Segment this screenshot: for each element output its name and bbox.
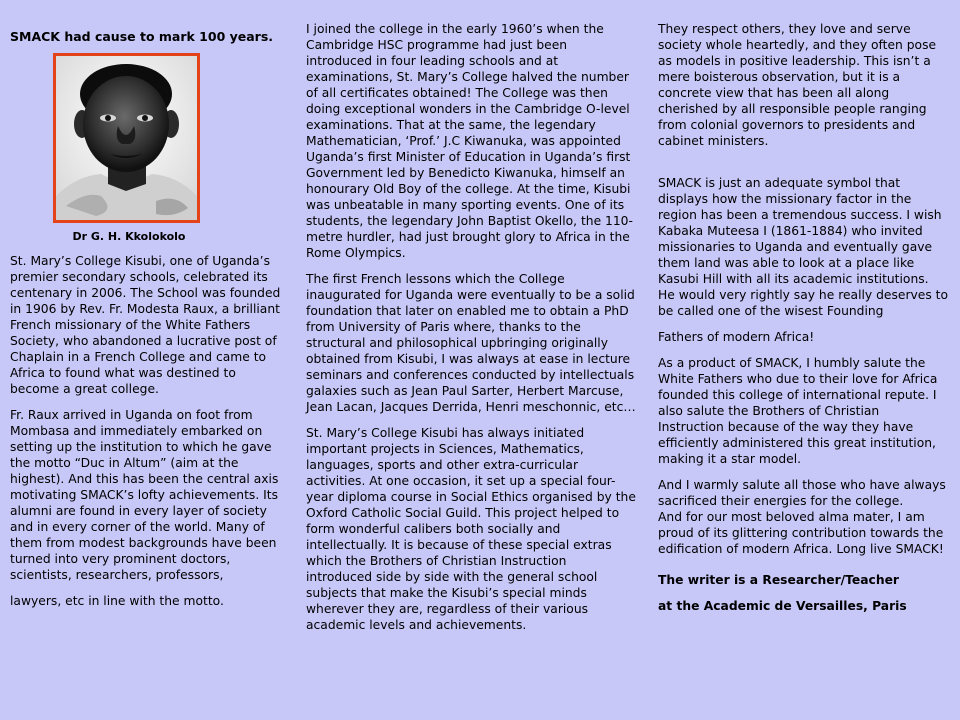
paragraph: And for our most beloved alma mater, I am proud of its glittering contribution towards the edification of modern Africa. Long live SMACK! (658, 510, 944, 556)
column-middle (306, 21, 636, 643)
article-headline: SMACK had cause to mark 100 years. (10, 29, 274, 44)
paragraph: St. Mary’s College Kisubi, one of Uganda’s premier secondary schools, celebrated its centenary in 2006. The School was founded in 1906 by Rev. Fr. Modesta Raux, a brilliant French missionary of the White Fathers Society, who abandoned a lucrative post of Chaplain in a French College and came to Africa to found what was destined to become a great college. (10, 254, 281, 396)
portrait-image (56, 56, 197, 220)
paragraph: I joined the college in the early 1960’s when the Cambridge HSC programme had just been introduced in four leading schools and at examinations, St. Mary’s College halved the number of all certificates obtained! The College was then doing exceptional wonders in the Cambridge O-level examinations. That at the same, the legendary Mathematician, ‘Prof.’ J.C Kiwanuka, was appointed Uganda’s first Minister of Education in Uganda’s first Government led by Benedicto Kiwanuka, himself an honourary Old Boy of the college. At the time, Kisubi was unbeatable in many sporting events. One of its students, the legendary John Baptist Okello, the 110-metre hurdler, had just brought glory to Africa in the Rome Olympics. (306, 22, 633, 260)
column-right (658, 21, 948, 629)
author-note-line-1: The writer is a Researcher/Teacher (658, 573, 899, 587)
author-note (658, 567, 948, 619)
paragraph: lawyers, etc in line with the motto. (10, 594, 224, 608)
paragraph: And I warmly salute all those who have always sacrificed their energies for the college. (658, 478, 946, 508)
author-photo (53, 53, 200, 223)
author-note-line-2: at the Academic de Versailles, Paris (658, 599, 907, 613)
photo-caption: Dr G. H. Kkolokolo (72, 230, 186, 243)
column-left (10, 0, 285, 53)
paragraph: Fr. Raux arrived in Uganda on foot from Mombasa and immediately embarked on setting up the institution to which he gave the motto “Duc in Altum” (aim at the highest). And this has been the central axis motivating SMACK’s lofty achievements. Its alumni are found in every layer of society and in every corner of the world. Many of them from modest backgrounds have been turned into very prominent doctors, scientists, researchers, professors, (10, 408, 279, 582)
paragraph: St. Mary’s College Kisubi has always initiated important projects in Sciences, Mathematics, languages, sports and other extra-curricular activities. At one occasion, it set up a special four-year diploma course in Social Ethics organised by the Oxford Catholic Social Guild. This project helped to form wonderful calibers both socially and intellectually. It is because of these special extras which the Brothers of Christian Instruction introduced side by side with the general school subjects that make the Kisubi’s special minds wherever they are, regardless of their various academic levels and achievements. (306, 426, 636, 632)
paragraph: They respect others, they love and serve society whole heartedly, and they often pose as models in positive leadership. This isn’t a mere boisterous observation, but it is a concrete view that has been all along cherished by all responsible people ranging from colonial governors to presidents and cabinet ministers. (658, 22, 937, 148)
paragraph: As a product of SMACK, I humbly salute the White Fathers who due to their love for Africa founded this college of international repute. I also salute the Brothers of Christian Instruction because of the way they have efficiently administered this great institution, making it a star model. (658, 356, 938, 466)
paragraph: SMACK is just an adequate symbol that displays how the missionary factor in the region has been a tremendous success. I wish Kabaka Muteesa I (1861-1884) who invited missionaries to Uganda and eventually gave them land was able to look at a place like Kasubi Hill with all its academic institutions. He would very rightly say he really deserves to be called one of the wisest Founding (658, 176, 949, 318)
paragraph: Fathers of modern Africa! (658, 330, 815, 344)
paragraph: The first French lessons which the College inaugurated for Uganda were eventually to be a solid foundation that later on enabled me to obtain a PhD from University of Paris where, thanks to the structural and philosophical upbringing originally obtained from Kisubi, I was always at ease in lecture seminars and conferences conducted by intellectuals galaxies such as Jean Paul Sarter, Herbert Marcuse, Jean Lacan, Jacques Derrida, Henri meschonnic, etc… (306, 272, 636, 414)
